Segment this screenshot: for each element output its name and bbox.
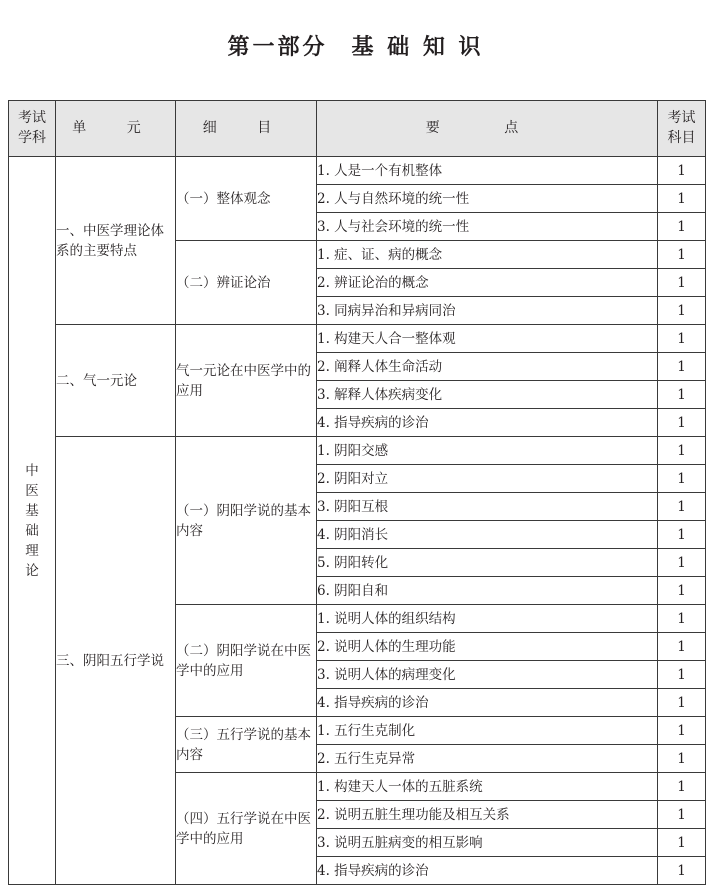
level-cell: 1 (658, 577, 706, 605)
title-name: 基 础 知 识 (351, 35, 484, 60)
level-cell: 1 (658, 857, 706, 885)
title-part: 第一部分 (227, 35, 328, 60)
unit-cell: 一、中医学理论体系的主要特点 (56, 157, 176, 325)
point-cell: 2. 阴阳对立 (317, 465, 658, 493)
level-cell: 1 (658, 549, 706, 577)
point-cell: 2. 五行生克异常 (317, 745, 658, 773)
level-cell: 1 (658, 689, 706, 717)
point-cell: 2. 说明五脏生理功能及相互关系 (317, 801, 658, 829)
level-cell: 1 (658, 325, 706, 353)
table-header-row (9, 101, 706, 157)
level-cell: 1 (658, 353, 706, 381)
point-cell: 6. 阴阳自和 (317, 577, 658, 605)
point-cell: 3. 阴阳互根 (317, 493, 658, 521)
header-unit: 单 元 (56, 101, 176, 157)
point-cell: 2. 说明人体的生理功能 (317, 633, 658, 661)
point-cell: 3. 解释人体疾病变化 (317, 381, 658, 409)
item-cell: （三）五行学说的基本内容 (176, 717, 317, 773)
point-cell: 4. 指导疾病的诊治 (317, 857, 658, 885)
level-cell: 1 (658, 269, 706, 297)
table-row (9, 437, 706, 465)
level-cell: 1 (658, 801, 706, 829)
item-cell: （四）五行学说在中医学中的应用 (176, 773, 317, 885)
level-cell: 1 (658, 465, 706, 493)
point-cell: 1. 阴阳交感 (317, 437, 658, 465)
header-subject: 考试学科 (9, 101, 56, 157)
level-cell: 1 (658, 521, 706, 549)
point-cell: 1. 症、证、病的概念 (317, 241, 658, 269)
point-cell: 5. 阴阳转化 (317, 549, 658, 577)
point-cell: 2. 人与自然环境的统一性 (317, 185, 658, 213)
table-row (9, 325, 706, 353)
level-cell: 1 (658, 633, 706, 661)
point-cell: 3. 人与社会环境的统一性 (317, 213, 658, 241)
level-cell: 1 (658, 745, 706, 773)
unit-cell: 二、气一元论 (56, 325, 176, 437)
level-cell: 1 (658, 437, 706, 465)
point-cell: 2. 阐释人体生命活动 (317, 353, 658, 381)
level-cell: 1 (658, 829, 706, 857)
point-cell: 1. 五行生克制化 (317, 717, 658, 745)
point-cell: 3. 同病异治和异病同治 (317, 297, 658, 325)
level-cell: 1 (658, 381, 706, 409)
point-cell: 1. 人是一个有机整体 (317, 157, 658, 185)
point-cell: 3. 说明五脏病变的相互影响 (317, 829, 658, 857)
level-cell: 1 (658, 493, 706, 521)
point-cell: 1. 构建天人一体的五脏系统 (317, 773, 658, 801)
point-cell: 1. 说明人体的组织结构 (317, 605, 658, 633)
item-cell: （二）阴阳学说在中医学中的应用 (176, 605, 317, 717)
header-level: 考试科目 (658, 101, 706, 157)
item-cell: （一）阴阳学说的基本内容 (176, 437, 317, 605)
level-cell: 1 (658, 297, 706, 325)
level-cell: 1 (658, 157, 706, 185)
item-cell: 气一元论在中医学中的应用 (176, 325, 317, 437)
level-cell: 1 (658, 773, 706, 801)
level-cell: 1 (658, 661, 706, 689)
point-cell: 4. 阴阳消长 (317, 521, 658, 549)
subject-cell: 中医基础理论 (9, 157, 56, 885)
point-cell: 4. 指导疾病的诊治 (317, 689, 658, 717)
point-cell: 1. 构建天人合一整体观 (317, 325, 658, 353)
level-cell: 1 (658, 605, 706, 633)
point-cell: 2. 辨证论治的概念 (317, 269, 658, 297)
page-title (0, 30, 711, 61)
level-cell: 1 (658, 185, 706, 213)
table-row (9, 157, 706, 185)
item-cell: （一）整体观念 (176, 157, 317, 241)
unit-cell: 三、阴阳五行学说 (56, 437, 176, 885)
point-cell: 4. 指导疾病的诊治 (317, 409, 658, 437)
item-cell: （二）辨证论治 (176, 241, 317, 325)
level-cell: 1 (658, 717, 706, 745)
level-cell: 1 (658, 213, 706, 241)
header-item: 细 目 (176, 101, 317, 157)
syllabus-table (8, 100, 706, 885)
level-cell: 1 (658, 241, 706, 269)
point-cell: 3. 说明人体的病理变化 (317, 661, 658, 689)
level-cell: 1 (658, 409, 706, 437)
header-point: 要 点 (317, 101, 658, 157)
